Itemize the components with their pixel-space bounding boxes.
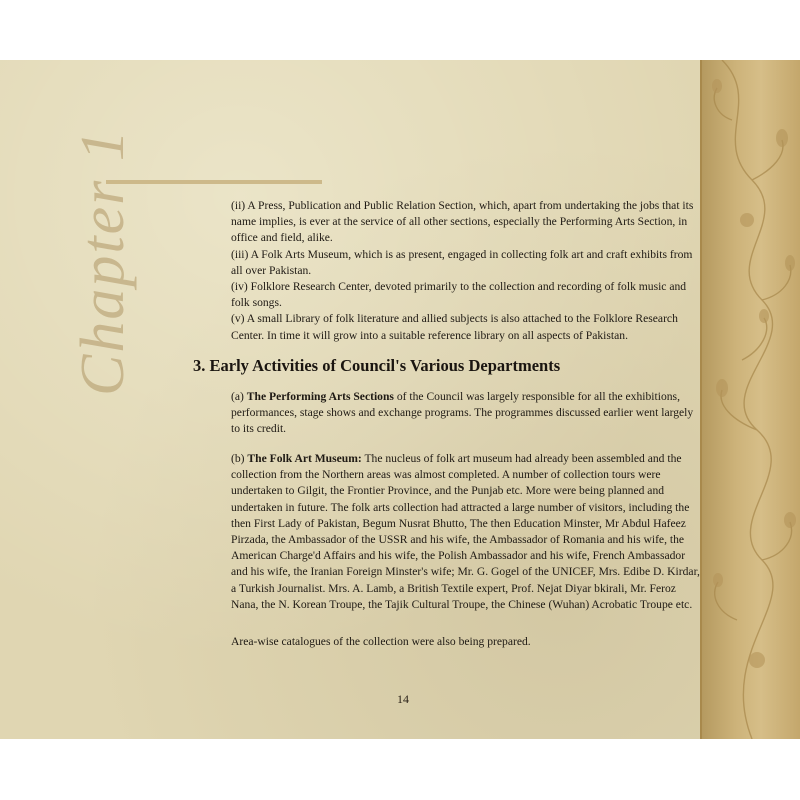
section-list [231, 198, 696, 344]
chapter-watermark: Chapter 1 [69, 128, 137, 396]
paragraph-text: of the Council was largely responsible for all the exhibitions, performances, stage shows and exchange programs. The programmes discussed earlier went largely to its credit. [231, 390, 694, 436]
list-item: (v) A small Library of folk literature and allied subjects is also attached to the Folklore Research Center. In time it will grow into a suitable reference library on all aspects of Pakistan. [231, 312, 678, 342]
list-item: (ii) A Press, Publication and Public Relation Section, which, apart from undertaking the jobs that its name implies, is ever at the service of all other sections, especially the Performing Arts Section, in office and field, alike. [231, 199, 694, 245]
paragraph-prefix: (b) [231, 452, 248, 465]
list-item: (iii) A Folk Arts Museum, which is as present, engaged in collecting folk art and craft exhibits from all over Pakistan. [231, 247, 693, 277]
page-content [0, 60, 800, 739]
paragraph-bold-lead: The Performing Arts Sections [246, 390, 394, 403]
paragraph-catalogues: Area-wise catalogues of the collection were also being prepared. [231, 635, 531, 648]
paragraph-performing-arts [231, 389, 701, 438]
paragraph-text: The nucleus of folk art museum had already been assembled and the collection from the Northern areas was almost completed. A number of collection tours were undertaken to Gilgit, the Frontier Province, and the Punjab etc. More were being planned and undertaken in future. The folk arts collection had attracted a large number of visitors, including the then First Lady of Pakistan, Begum Nusrat Bhutto, The then Education Minster, Mr Abdul Hafeez Pirzada, the Ambassador of the USSR and his wife, the Ambassador of Romania and his wife, the American Charge'd Affairs and his wife, the Polish Ambassador and his wife, French Ambassador and his wife, the Iranian Foreign Minster's wife; Mr. G. Gogel of the UNICEF, Mrs. Edibe D. Kirdar, a Turkish Journalist. Mrs. A. Lamb, a British Textile expert, Prof. Nejat Diyar bkirali, Mr. Feroz Nana, the N. Korean Troupe, the Tajik Cultural Troupe, the Chinese (Wuhan) Acrobatic Troupe etc. [231, 452, 700, 611]
list-item: (iv) Folklore Research Center, devoted primarily to the collection and recording of folk music and folk songs. [231, 280, 687, 310]
paragraph-bold-lead: The Folk Art Museum: [247, 452, 362, 465]
paragraph-prefix: (a) [231, 390, 247, 403]
page-number: 14 [397, 692, 409, 706]
section-heading: 3. Early Activities of Council's Various Departments [193, 356, 561, 375]
paragraph-folk-art-museum [231, 451, 701, 613]
book-page [0, 60, 800, 739]
